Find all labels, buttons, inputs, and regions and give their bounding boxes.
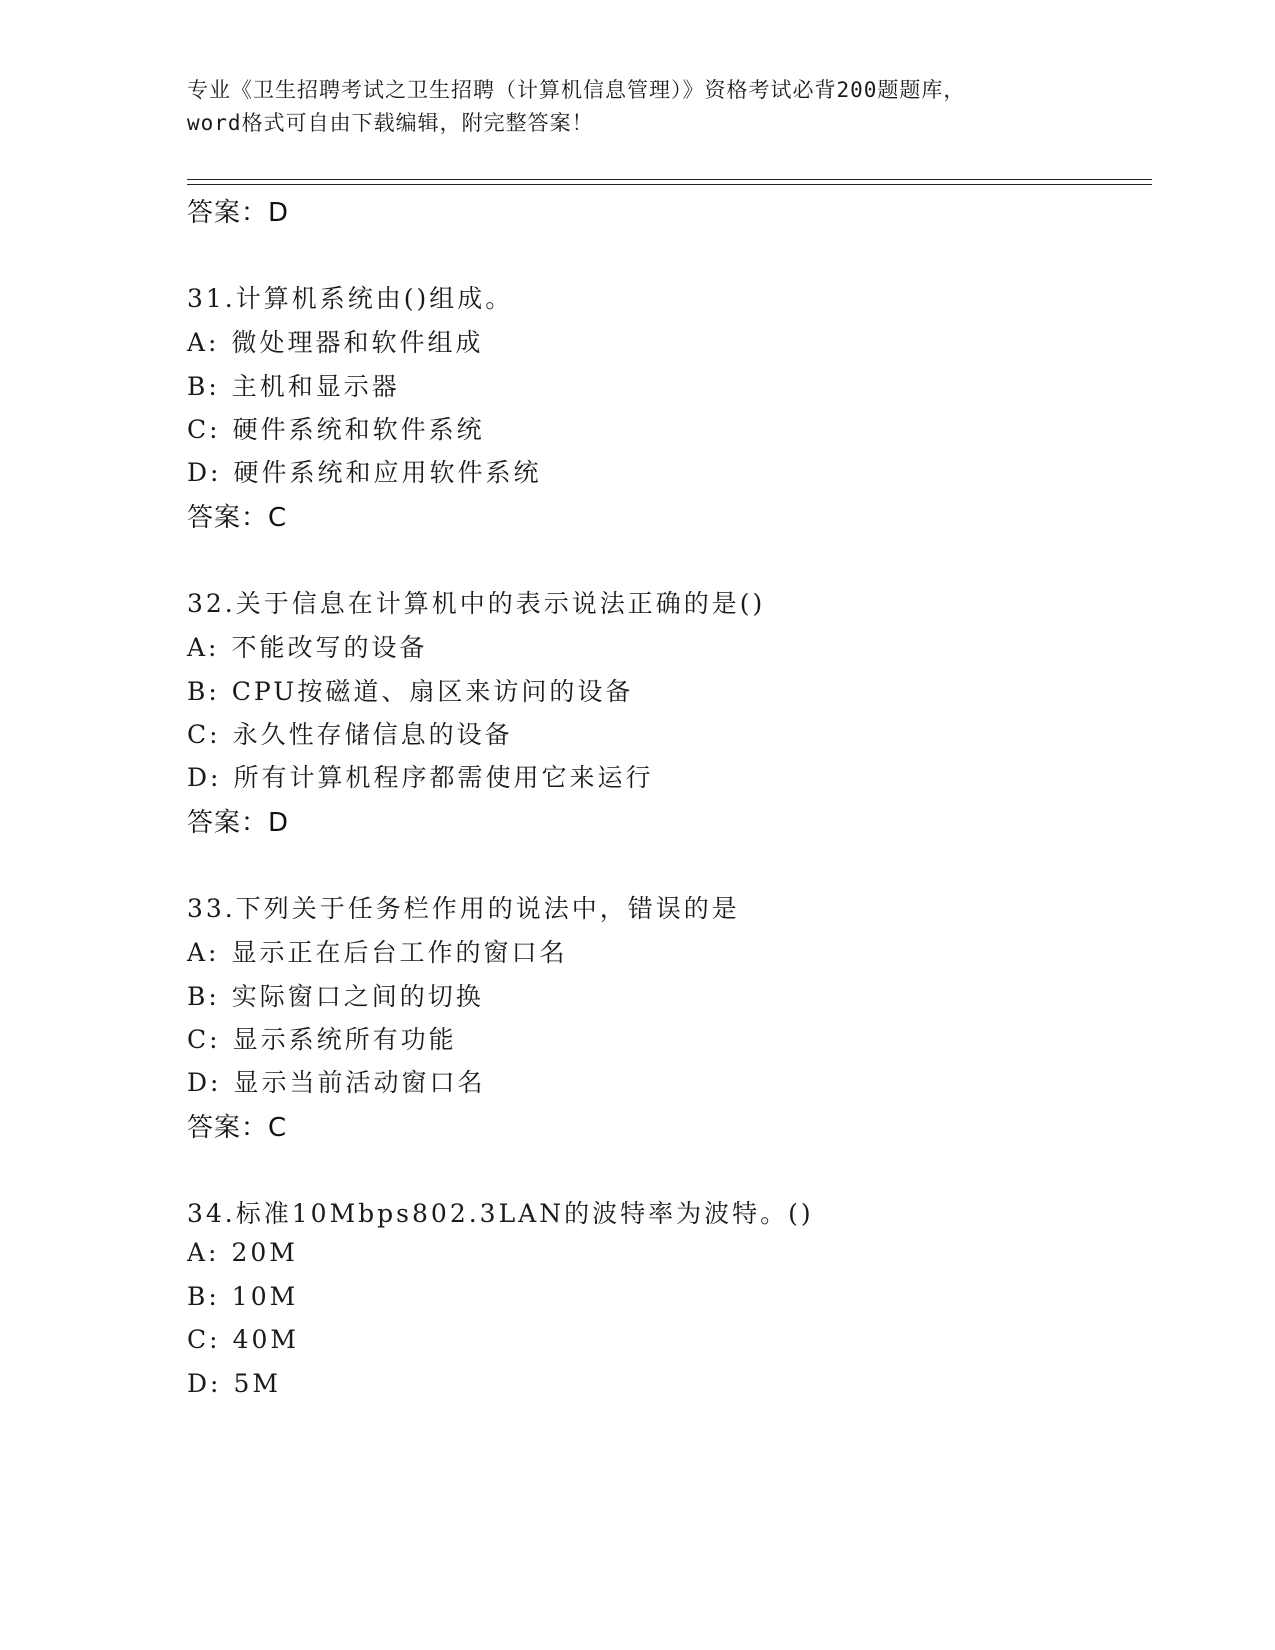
option-letter: D: (187, 1369, 222, 1398)
option-letter: B: (187, 982, 220, 1011)
answer-previous: 答案：D (187, 198, 290, 228)
option-letter: C: (187, 720, 221, 749)
question-32-answer: 答案：D (187, 808, 290, 838)
question-33-option-b (187, 977, 484, 1013)
option-text: 硬件系统和软件系统 (232, 415, 485, 444)
question-33-stem: 33.下列关于任务栏作用的说法中，错误的是 (187, 894, 740, 923)
option-letter: A: (187, 1238, 220, 1267)
option-text: 显示正在后台工作的窗口名 (231, 938, 568, 967)
option-letter: B: (187, 372, 220, 401)
option-text: 微处理器和软件组成 (231, 328, 484, 357)
question-33-option-a (187, 933, 568, 969)
option-text: 10M (231, 1282, 299, 1311)
option-letter: A: (187, 328, 220, 357)
header-line-2: word格式可自由下载编辑，附完整答案！ (187, 111, 594, 135)
option-letter: D: (187, 763, 222, 792)
question-31-option-d (187, 453, 541, 489)
question-33-answer: 答案：C (187, 1113, 288, 1143)
option-text: 永久性存储信息的设备 (232, 720, 513, 749)
question-31-stem: 31.计算机系统由()组成。 (187, 284, 514, 313)
question-34-option-d (187, 1369, 281, 1398)
header-rule-top (187, 179, 1152, 180)
question-33-option-d (187, 1063, 485, 1099)
question-33-option-c (187, 1020, 457, 1056)
option-text: 20M (231, 1238, 298, 1267)
option-text: 主机和显示器 (231, 372, 400, 401)
option-text: 显示当前活动窗口名 (233, 1068, 486, 1097)
option-text: 所有计算机程序都需使用它来运行 (233, 763, 654, 792)
option-text: 40M (232, 1325, 299, 1354)
question-31-answer: 答案：C (187, 503, 288, 533)
question-31-option-c (187, 410, 485, 446)
question-31-option-b (187, 367, 400, 403)
question-32-option-c (187, 715, 513, 751)
question-32-stem: 32.关于信息在计算机中的表示说法正确的是() (187, 589, 766, 618)
question-34-option-b (187, 1282, 298, 1311)
option-text: 实际窗口之间的切换 (231, 982, 484, 1011)
option-letter: A: (187, 633, 220, 662)
header-line-1: 专业《卫生招聘考试之卫生招聘（计算机信息管理）》资格考试必背200题题库， (187, 78, 966, 102)
document-header (187, 74, 1087, 140)
option-letter: C: (187, 415, 221, 444)
question-34-option-a (187, 1238, 298, 1267)
question-34-option-c (187, 1325, 299, 1354)
option-letter: D: (187, 1068, 222, 1097)
option-letter: B: (187, 1282, 220, 1311)
option-text: 显示系统所有功能 (232, 1025, 457, 1054)
question-32-option-d (187, 758, 653, 794)
option-text: 5M (233, 1369, 281, 1398)
option-letter: D: (187, 458, 222, 487)
question-34-stem: 34.标准10Mbps802.3LAN的波特率为波特。() (187, 1199, 814, 1228)
header-rule-bottom (187, 184, 1152, 185)
option-text: 硬件系统和应用软件系统 (233, 458, 542, 487)
option-text: 不能改写的设备 (231, 633, 428, 662)
option-letter: A: (187, 938, 220, 967)
question-32-option-a (187, 628, 428, 664)
option-letter: B: (187, 677, 220, 706)
question-32-option-b (187, 672, 633, 708)
option-letter: C: (187, 1025, 221, 1054)
question-31-option-a (187, 323, 484, 359)
option-letter: C: (187, 1325, 221, 1354)
option-text: CPU按磁道、扇区来访问的设备 (231, 677, 634, 706)
